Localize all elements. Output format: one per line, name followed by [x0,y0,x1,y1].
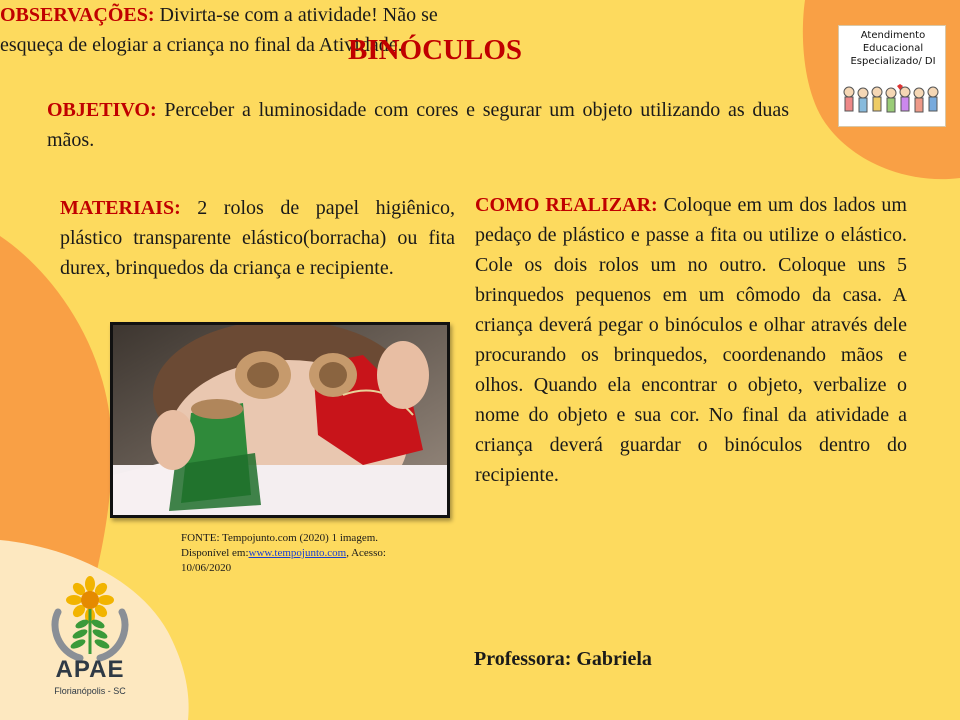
aee-badge [838,25,946,127]
apae-logo-city: Florianópolis - SC [54,686,126,696]
image-source-caption [181,531,431,576]
teacher-name: Professora: Gabriela [474,648,652,670]
apae-logo-name: APAE [55,656,125,683]
objective-text: Perceber a luminosidade com cores e segurar um objeto utilizando as duas mãos. [47,99,789,151]
source-prefix: Disponível em: [181,547,249,559]
child-binoculars-photo [110,322,450,518]
badge-line-1: Atendimento [860,30,926,41]
badge-line-3: Especializado/ DI [850,56,936,67]
how-to-text: Coloque em um dos lados um pedaço de plástico e passe a fita ou utilize o elástico. Cole os dois rolos um no outro. Coloque uns 5 brinquedos pequenos em um cômodo da casa. A criança deverá pegar o binóculos e olhar através dele procurando os brinquedos, coordenando mãos e olhos. Quando ela encontrar o objeto, verbalize o nome do objeto e sua cor. No final da atividade a criança deverá guardar o binóculos dentro do recipiente. [475,194,907,486]
children-drawing-icon [841,84,945,124]
how-to-label: COMO REALIZAR: [475,194,658,216]
how-to-paragraph [475,190,907,490]
badge-line-2: Educacional [862,43,924,54]
materials-label: MATERIAIS: [60,197,181,219]
badge-text [839,29,947,68]
observations-text: Divirta-se com a atividade! Não se esqueça de elogiar a criança no final da Atividade. [0,4,438,56]
materials-text: 2 rolos de papel higiênico, plástico transparente elástico(borracha) ou fita durex, brinquedos da criança e recipiente. [60,197,455,279]
source-line-1: FONTE: Tempojunto.com (2020) 1 imagem. [181,532,379,544]
source-link[interactable]: www.tempojunto.com [248,547,347,559]
photo-illustration [113,325,447,515]
source-line-2 [181,546,431,576]
observations-label: OBSERVAÇÕES: [0,4,155,26]
source-suffix: , Acesso: 10/06/2020 [181,547,386,574]
objective-paragraph [47,95,789,155]
objective-label: OBJETIVO: [47,99,157,121]
materials-paragraph [60,193,455,283]
page-title: BINÓCULOS [347,34,523,66]
